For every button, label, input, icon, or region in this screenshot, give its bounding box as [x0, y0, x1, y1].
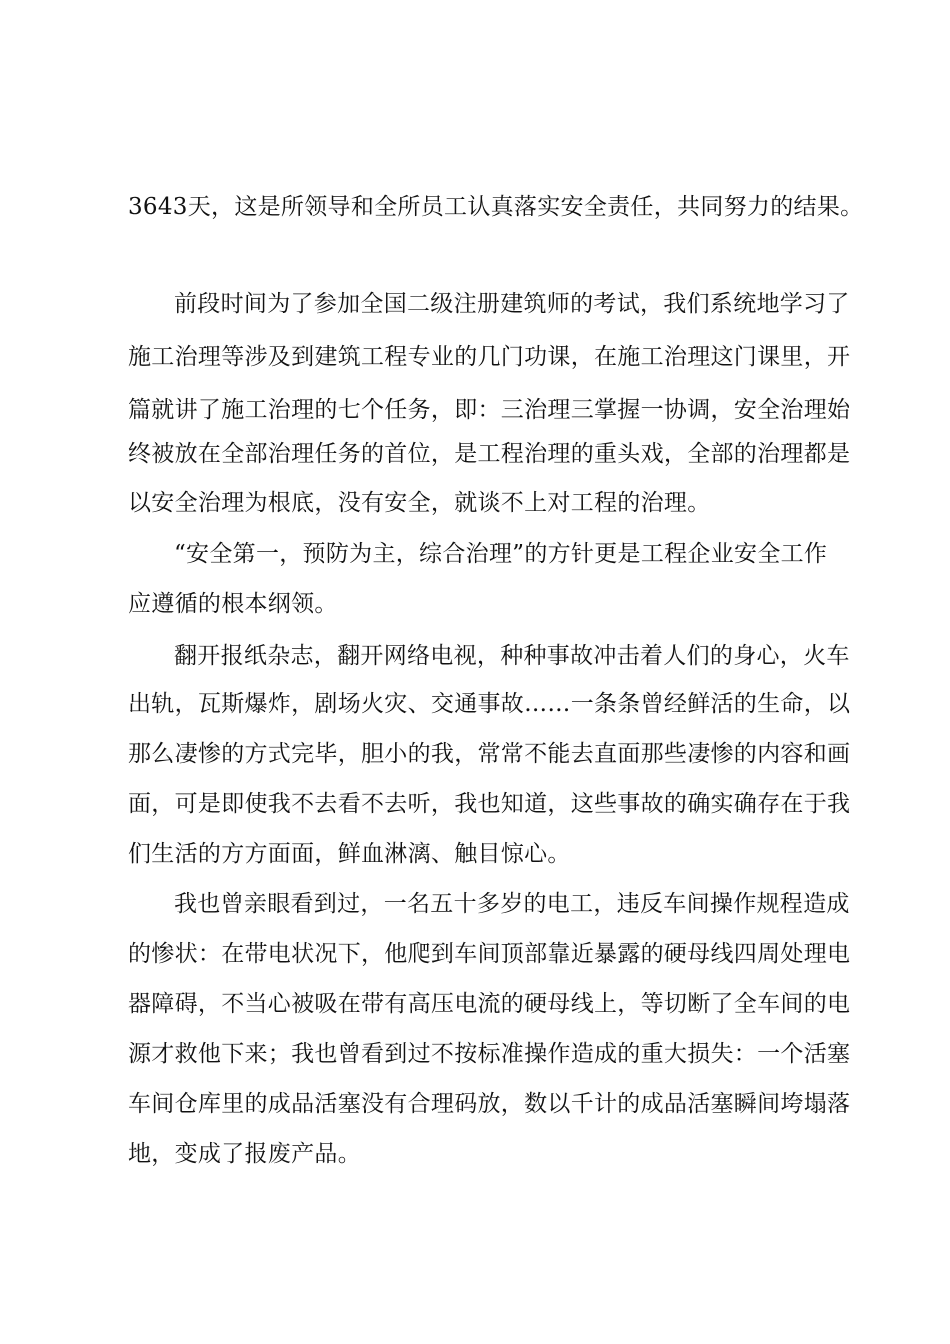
- text-line: 前段时间为了参加全国二级注册建筑师的考试，我们系统地学习了: [174, 291, 850, 317]
- text-line: 器障碍，不当心被吸在带有高压电流的硬母线上，等切断了全车间的电: [128, 991, 851, 1017]
- text-line: 3643天，这是所领导和全所员工认真落实安全责任，共同努力的结果。: [128, 194, 864, 220]
- text-line: 出轨，瓦斯爆炸，剧场火灾、交通事故……一条条曾经鲜活的生命，以: [128, 691, 851, 717]
- text-line: 们生活的方方面面，鲜血淋漓、触目惊心。: [128, 841, 571, 867]
- text-line: 以安全治理为根底，没有安全，就谈不上对工程的治理。: [128, 490, 711, 516]
- text-line: 篇就讲了施工治理的七个任务，即：三治理三掌握一协调，安全治理始: [128, 397, 851, 423]
- text-line: 应遵循的根本纲领。: [128, 591, 338, 617]
- text-line: “安全第一，预防为主，综合治理”的方针更是工程企业安全工作: [174, 541, 828, 567]
- text-line: 那么凄惨的方式完毕，胆小的我，常常不能去直面那些凄惨的内容和画: [128, 741, 851, 767]
- text-line: 我也曾亲眼看到过，一名五十多岁的电工，违反车间操作规程造成: [174, 891, 850, 917]
- text-line: 翻开报纸杂志，翻开网络电视，种种事故冲击着人们的身心，火车: [174, 643, 850, 669]
- text-line: 面，可是即使我不去看不去听，我也知道，这些事故的确实确存在于我: [128, 791, 851, 817]
- text-line: 车间仓库里的成品活塞没有合理码放，数以千计的成品活塞瞬间垮塌落: [128, 1091, 851, 1117]
- text-line: 地，变成了报废产品。: [128, 1141, 361, 1167]
- text-line: 终被放在全部治理任务的首位，是工程治理的重头戏，全部的治理都是: [128, 441, 851, 467]
- text-line: 的惨状：在带电状况下，他爬到车间顶部靠近暴露的硬母线四周处理电: [128, 941, 851, 967]
- text-line: 施工治理等涉及到建筑工程专业的几门功课，在施工治理这门课里，开: [128, 344, 851, 370]
- text-line: 源才救他下来；我也曾看到过不按标准操作造成的重大损失：一个活塞: [128, 1041, 851, 1067]
